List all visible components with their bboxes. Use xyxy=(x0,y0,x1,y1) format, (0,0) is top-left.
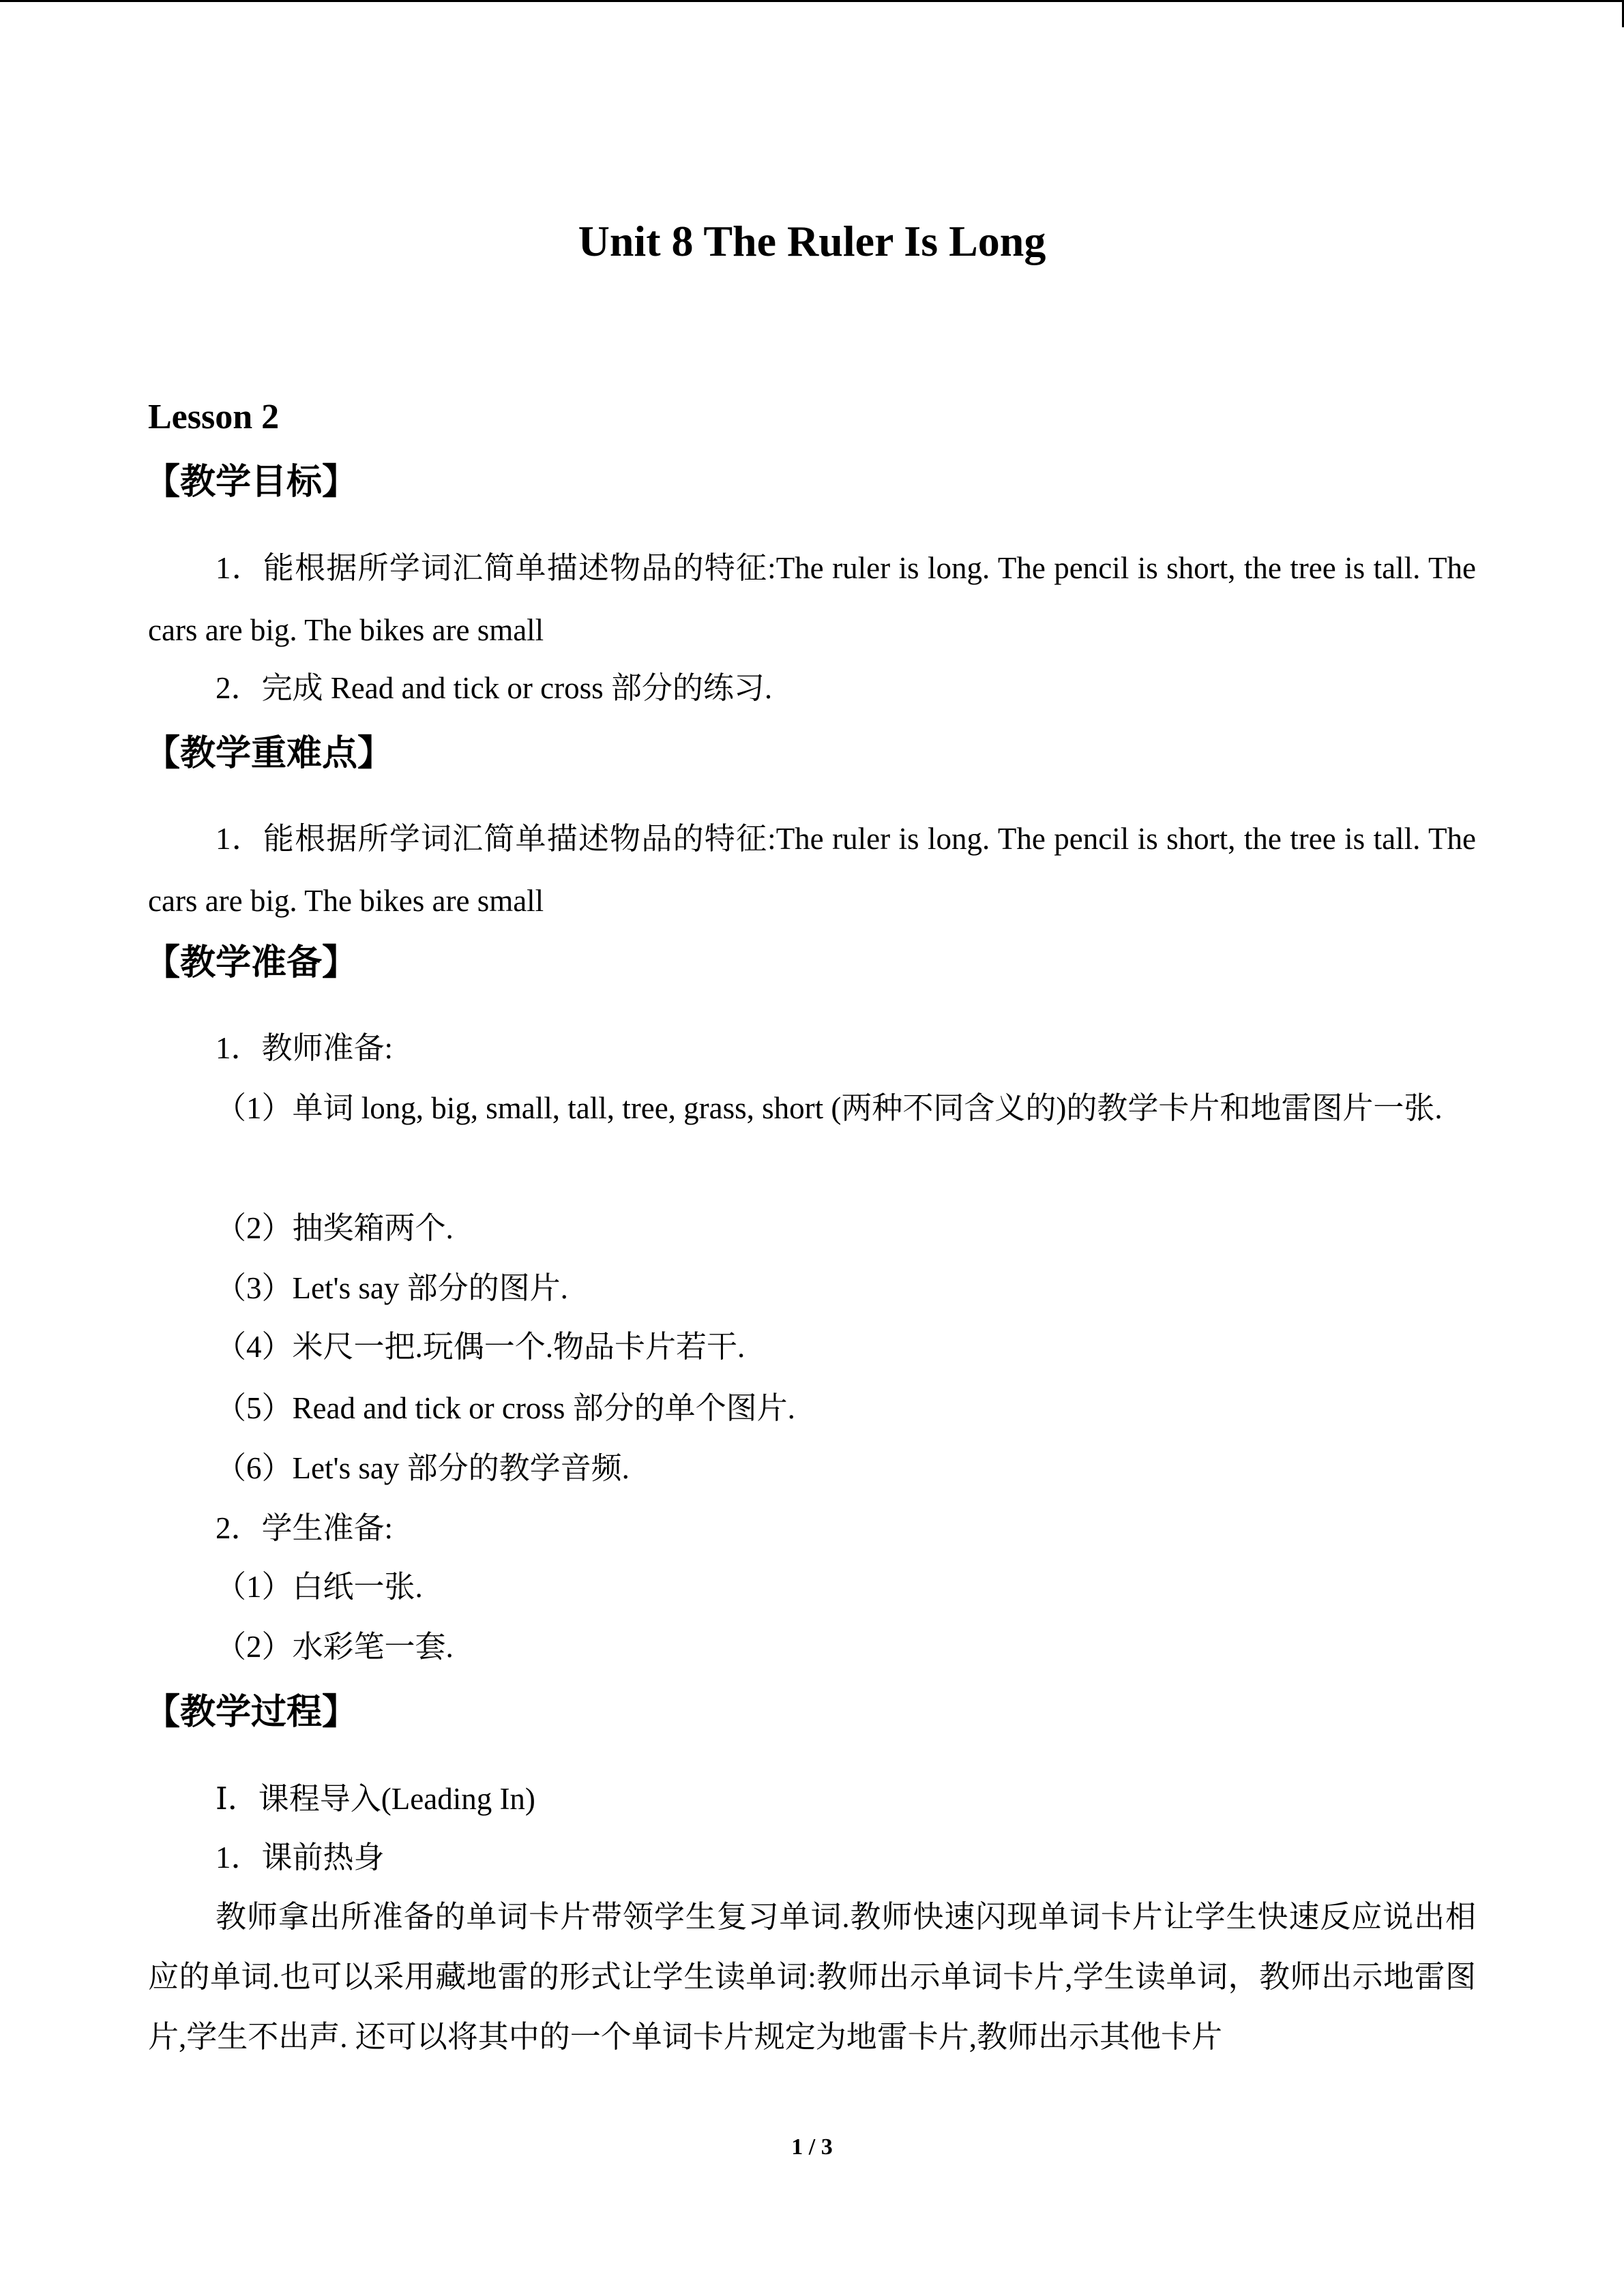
section-heading-goals: 【教学目标】 xyxy=(145,463,358,502)
section-heading-preparation: 【教学准备】 xyxy=(145,944,358,983)
teacher-preparation-item-4: （4）米尺一把.玩偶一个.物品卡片若干. xyxy=(216,1330,745,1364)
process-paragraph: 教师拿出所准备的单词卡片带领学生复习单词.教师快速闪现单词卡片让学生快速反应说出相应的单词.也可以采用藏地雷的形式让学生读单词:教师出示单词卡片,学生读单词，教师出示地雷图片,学生不出声. 还可以将其中的一个单词卡片规定为地雷卡片,教师出示其他卡片 xyxy=(148,1900,1476,2054)
teacher-preparation-item-5: （5）Read and tick or cross 部分的单个图片. xyxy=(216,1391,795,1425)
student-preparation-item-1: （1）白纸一张. xyxy=(216,1570,423,1604)
student-preparation-label: 2．学生准备: xyxy=(216,1511,394,1545)
process-sub-title: 1．课前热身 xyxy=(216,1840,385,1875)
teacher-preparation-item-3: （3）Let's say 部分的图片. xyxy=(216,1271,568,1305)
process-step-title: Ⅰ．课程导入(Leading In) xyxy=(216,1782,535,1816)
section-heading-key-points: 【教学重难点】 xyxy=(145,734,394,773)
section-heading-process: 【教学过程】 xyxy=(145,1693,358,1732)
document-title: Unit 8 The Ruler Is Long xyxy=(578,217,1046,265)
page-number: 1 / 3 xyxy=(791,2134,833,2160)
key-points-item-1: 1．能根据所学词汇简单描述物品的特征:The ruler is long. The pencil is short, the tree is tall. The cars are big. The bikes are small xyxy=(148,822,1476,918)
page-top-border xyxy=(0,0,1624,2)
goals-item-2: 2．完成 Read and tick or cross 部分的练习. xyxy=(216,671,773,705)
student-preparation-item-2: （2）水彩笔一套. xyxy=(216,1630,454,1664)
teacher-preparation-item-2: （2）抽奖箱两个. xyxy=(216,1211,454,1245)
teacher-preparation-label: 1．教师准备: xyxy=(216,1031,394,1065)
goals-item-1: 1．能根据所学词汇简单描述物品的特征:The ruler is long. The pencil is short, the tree is tall. The cars are big. The bikes are small xyxy=(148,551,1476,647)
lesson-label: Lesson 2 xyxy=(148,398,280,436)
teacher-preparation-item-1: （1）单词 long, big, small, tall, tree, grass, short (两种不同含义的)的教学卡片和地雷图片一张. xyxy=(216,1091,1443,1125)
teacher-preparation-item-6: （6）Let's say 部分的教学音频. xyxy=(216,1451,630,1485)
